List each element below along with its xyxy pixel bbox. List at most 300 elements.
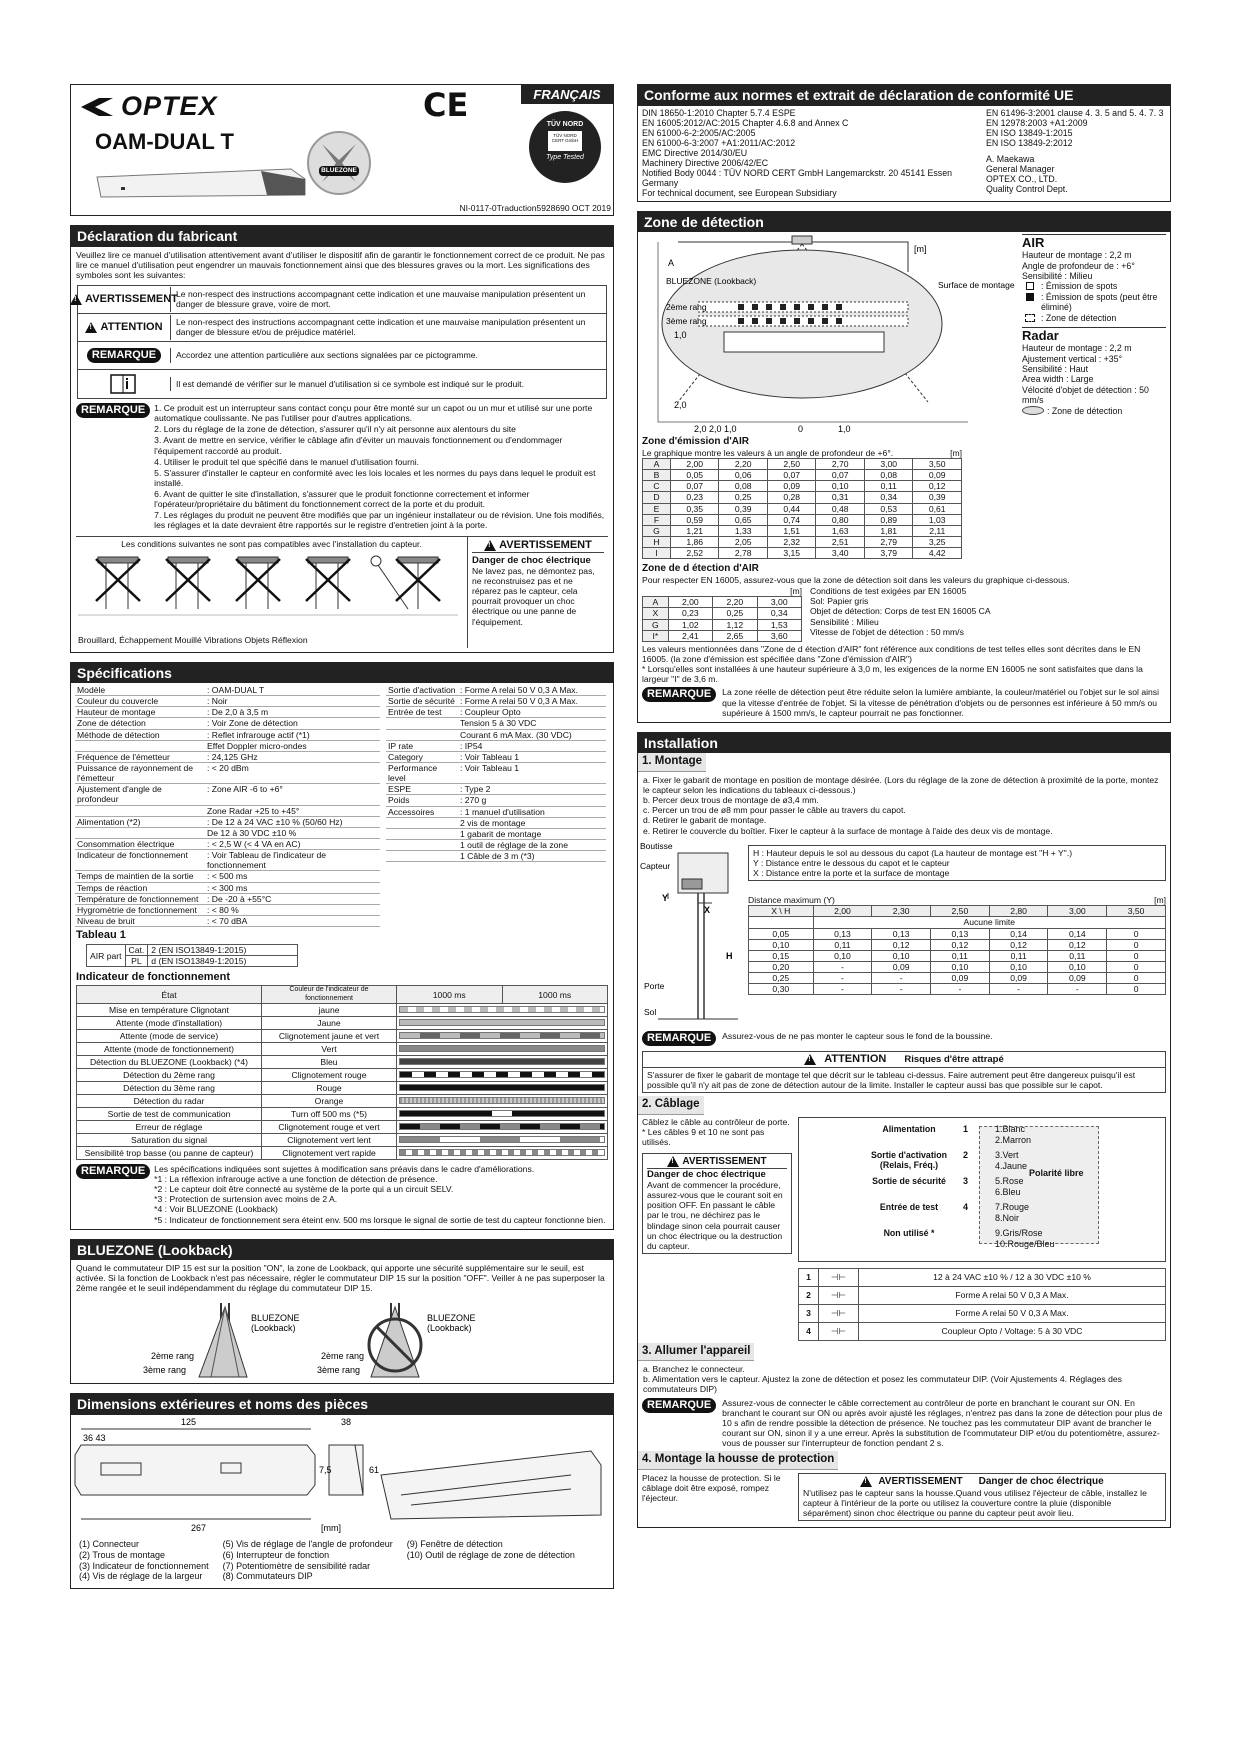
tuv-line2: TÜV NORD CERT GmbH	[548, 131, 582, 151]
housse-warn-title: AVERTISSEMENT	[878, 1475, 963, 1487]
emission-cell: 0,39	[913, 492, 962, 503]
indicator-state: Attente (mode de fonctionnement)	[77, 1042, 262, 1055]
symbol-warning-text: Le non-respect des instructions accompagnant cette indication et une mauvaise manipulation présentent un danger de blessure grave, voire de mort.	[170, 287, 606, 311]
indicator-color: Clignotement rouge et vert	[262, 1120, 397, 1133]
tableau1-cell: d (EN ISO13849-1:2015)	[148, 956, 298, 967]
spec-value: : De 12 à 24 VAC ±10 % (50/60 Hz)	[205, 816, 380, 827]
wire-function: Non utilisé *	[883, 1227, 935, 1238]
spec-row	[386, 740, 606, 751]
det-cell: 2,00	[668, 597, 712, 608]
hxy-line: Y : Distance entre le dessous du capot et le capteur	[753, 857, 950, 868]
dimensions-section	[70, 1393, 614, 1589]
distance-cell: 0,12	[931, 939, 990, 950]
spec-row	[75, 696, 380, 707]
bluezone-logo	[307, 131, 371, 195]
air-line: Hauteur de montage : 2,2 m	[1022, 250, 1132, 261]
emission-cell: 1,21	[670, 525, 719, 536]
indicator-color: Vert	[262, 1042, 397, 1055]
spec-row	[386, 729, 606, 740]
conformity-body	[638, 106, 1170, 201]
indicator-timing	[397, 1016, 608, 1029]
dim-61: 61	[369, 1464, 380, 1475]
hxy-box	[748, 845, 1166, 881]
radar-title: Radar	[1022, 327, 1166, 343]
distance-cell: 0,12	[989, 939, 1048, 950]
part-item: (8) Commutateurs DIP	[222, 1571, 313, 1582]
spec-label	[386, 828, 458, 839]
part-item: (9) Fenêtre de détection	[406, 1539, 503, 1550]
specifications-title: Spécifications	[71, 663, 613, 684]
distance-cell: 0	[1107, 984, 1166, 995]
radar-line: Vélocité d'objet de détection : 50 mm/s	[1022, 384, 1149, 406]
distance-cell	[749, 917, 814, 928]
part-item: (10) Outil de réglage de zone de détection	[406, 1549, 575, 1560]
spec-value: : Zone AIR -6 to +6°	[205, 784, 380, 805]
spec-value: : < 300 ms	[205, 882, 380, 893]
pin-row	[799, 1322, 1166, 1340]
spec-row	[386, 751, 606, 762]
emission-cell: 2,78	[719, 548, 768, 559]
emission-cell: 0,12	[913, 481, 962, 492]
cablage-left	[642, 1117, 792, 1341]
spec-label: Couleur du couvercle	[75, 696, 205, 707]
emission-cell: B	[643, 470, 671, 481]
distance-cell: 0,10	[1048, 962, 1107, 973]
indicator-row	[77, 1146, 608, 1159]
specifications-section	[70, 662, 614, 1230]
pin-row	[799, 1304, 1166, 1322]
emission-cell: 2,79	[864, 536, 913, 547]
spec-row	[75, 915, 380, 926]
conformity-line: EN 12978:2003 +A1:2009	[986, 117, 1088, 128]
distance-cell: 0,14	[1048, 928, 1107, 939]
distance-cell: 0	[1107, 962, 1166, 973]
bluezone-fig-label: BLUEZONE	[251, 1312, 300, 1323]
indicator-color: Clignotement rouge	[262, 1068, 397, 1081]
distance-cell: 0,12	[872, 939, 931, 950]
conformity-line: EN 61000-6-3:2007 +A1:2011/AC:2012	[642, 137, 796, 148]
radar-leg: : Zone de détection	[1047, 405, 1123, 416]
polarity-label: Polarité libre	[1029, 1167, 1084, 1178]
spec-label: ESPE	[386, 784, 458, 795]
spec-value: 2 vis de montage	[458, 817, 606, 828]
distance-cell: -	[872, 973, 931, 984]
indicator-state: Erreur de réglage	[77, 1120, 262, 1133]
parts-list	[71, 1537, 613, 1587]
emission-cell: 3,15	[767, 548, 816, 559]
spec-row	[75, 763, 380, 784]
emission-cell: 0,74	[767, 514, 816, 525]
spec-row	[386, 685, 606, 696]
spec-row	[75, 882, 380, 893]
bluezone-fig-label3: BLUEZONE	[427, 1312, 476, 1323]
det-cell: 2,41	[668, 630, 712, 641]
distance-row	[749, 984, 1166, 995]
emission-cell: G	[643, 525, 671, 536]
indicator-row	[77, 1068, 608, 1081]
spec-label: Indicateur de fonctionnement	[75, 850, 205, 871]
fig-sol: Sol	[644, 1006, 657, 1017]
part-item: (7) Potentiomètre de sensibilité radar	[222, 1560, 371, 1571]
spec-row	[75, 707, 380, 718]
spec-row	[75, 740, 380, 751]
left-column	[70, 84, 614, 1714]
spec-value: Effet Doppler micro-ondes	[205, 740, 380, 751]
det-cond: Sol: Papier gris	[810, 596, 869, 607]
spec-row	[386, 795, 606, 806]
wire-color: 1.Blanc	[995, 1123, 1026, 1134]
emission-cell: 0,48	[816, 503, 865, 514]
indicator-head: Couleur de l'indicateur de fonctionnement	[262, 986, 397, 1004]
document-reference: NI-0117-0Traduction5928690 OCT 2019	[459, 202, 611, 213]
emission-cell: 1,63	[816, 525, 865, 536]
spec-row	[75, 784, 380, 805]
distance-row	[749, 928, 1166, 939]
housse-block	[638, 1470, 1170, 1527]
symbol-remarque-text: Accordez une attention particulière aux sections signalées par ce pictogramme.	[170, 348, 606, 362]
spec-row	[386, 840, 606, 851]
det-cell: 1,02	[668, 619, 712, 630]
pin-symbol-icon: ⊣⊢	[819, 1268, 859, 1286]
emission-cell: 2,51	[816, 536, 865, 547]
montage-step: c. Percer un trou de ø8 mm pour passer le câble au travers du capot.	[643, 805, 906, 816]
warning-triangle-icon	[667, 1156, 679, 1167]
conformity-line: A. Maekawa	[986, 153, 1035, 164]
spec-row	[75, 685, 380, 696]
spec-value: : Voir Tableau de l'indicateur de fonctionnement	[205, 850, 380, 871]
emission-row	[643, 548, 962, 559]
spec-label: Consommation électrique	[75, 839, 205, 850]
spec-label	[75, 805, 205, 816]
spec-tables	[71, 683, 613, 929]
spec-row	[386, 806, 606, 817]
tableau1-cell: PL	[125, 956, 148, 967]
spec-table-right	[386, 685, 606, 862]
cablage-right	[798, 1117, 1166, 1341]
spec-note: *2 : Le capteur doit être connecté au système de la porte qui a un circuit SELV.	[154, 1184, 454, 1195]
spec-value: : Voir Tableau 1	[458, 763, 606, 784]
zone-fig-a: A	[668, 258, 675, 269]
spec-value: : < 500 ms	[205, 871, 380, 882]
dim-38: 38	[341, 1416, 352, 1427]
zone-fig-bz: BLUEZONE (Lookback)	[666, 276, 757, 287]
emission-cell: H	[643, 536, 671, 547]
indicator-head: 1000 ms	[502, 986, 608, 1004]
zone-fig-v20: 2,0	[674, 400, 687, 411]
wire-function: Sortie d'activation (Relais, Fréq.)	[871, 1149, 947, 1170]
attention-box	[642, 1051, 1166, 1093]
indicator-color: jaune	[262, 1003, 397, 1016]
wire-function: Entrée de test	[879, 1201, 939, 1212]
indicator-timing	[397, 1003, 608, 1016]
montage-step: b. Percer deux trous de montage de ø3,4 mm.	[643, 795, 819, 806]
spec-label: Hauteur de montage	[75, 707, 205, 718]
capot-remarque	[638, 1029, 1170, 1048]
emission-cell: 0,09	[913, 470, 962, 481]
distance-cell: 0	[1107, 950, 1166, 961]
spec-label	[75, 827, 205, 838]
emission-row	[643, 481, 962, 492]
emission-cell: 0,39	[719, 503, 768, 514]
spec-value: : 1 manuel d'utilisation	[458, 806, 606, 817]
det-cell: 3,60	[757, 630, 801, 641]
distance-cell: 0,14	[989, 928, 1048, 939]
zone-fig-x1: 1,0	[838, 424, 851, 435]
dimensions-title: Dimensions extérieures et noms des pièces	[71, 1394, 613, 1415]
radar-line: Ajustement vertical : +35°	[1022, 353, 1123, 364]
conformity-line: Machinery Directive 2006/42/EC	[642, 158, 769, 169]
emission-cell: 2,70	[816, 458, 865, 469]
indicator-state: Détection du 2ème rang	[77, 1068, 262, 1081]
distance-cell: -	[813, 984, 872, 995]
emission-row	[643, 492, 962, 503]
electric-warning-box	[468, 537, 608, 648]
attention-label: ATTENTION	[824, 1052, 887, 1065]
det-cond: Conditions de test exigées par EN 16005	[810, 586, 967, 597]
indicator-pattern-bar	[399, 1097, 605, 1104]
air-leg2: : Émission de spots (peut être éliminé)	[1041, 291, 1158, 313]
manual-book-icon	[110, 374, 136, 394]
distance-cell: 0,09	[872, 962, 931, 973]
tuv-line3: Type Tested	[546, 154, 584, 162]
indicator-timing	[397, 1120, 608, 1133]
emission-row	[643, 514, 962, 525]
det-cell: 0,23	[668, 608, 712, 619]
bluezone-fig-label2: (Lookback)	[251, 1322, 296, 1333]
wire-color: 7.Rouge	[995, 1201, 1030, 1212]
dim-mm: [mm]	[321, 1522, 341, 1533]
distance-row	[749, 917, 1166, 928]
warning-triangle-icon	[860, 1476, 872, 1487]
part-item: (2) Trous de montage	[79, 1549, 166, 1560]
wire-number: 4	[963, 1201, 969, 1212]
pin-symbol-icon: ⊣⊢	[819, 1304, 859, 1322]
conformity-line: DIN 18650-1:2010 Chapter 5.7.4 ESPE	[642, 107, 796, 118]
conditions-labels: Brouillard, Échappement Mouillé Vibrations Objets Réflexion	[78, 635, 308, 646]
indicator-pattern-bar	[399, 1084, 605, 1091]
emission-cell: 2,52	[670, 548, 719, 559]
zone-fig-surf: Surface de montage	[938, 280, 1015, 291]
distance-cell: 0,15	[749, 950, 814, 961]
distance-block	[748, 839, 1170, 1029]
symbol-remarque-label: REMARQUE	[87, 348, 161, 363]
dim-267: 267	[191, 1522, 207, 1533]
montage-step: a. Fixer le gabarit de montage en position de montage désirée. (Lors du réglage de la zone de détection à proximité de la porte, montez le capteur selon les indications du tableaux ci-dessous.)	[643, 774, 1159, 796]
pin-desc: Coupleur Opto / Voltage: 5 à 30 VDC	[859, 1322, 1166, 1340]
emission-cell: 0,07	[670, 481, 719, 492]
spec-note: *3 : Protection de surtension avec moins de 2 A.	[154, 1194, 338, 1205]
distance-cell: -	[1048, 984, 1107, 995]
spec-label: Hygrométrie de fonctionnement	[75, 904, 205, 915]
conformity-line: EMC Directive 2014/30/EU	[642, 147, 748, 158]
conformity-line: Quality Control Dept.	[986, 184, 1068, 195]
indicator-row	[77, 1133, 608, 1146]
bluezone-text: Quand le commutateur DIP 15 est sur la position "ON", la zone de Lookback, qui apporte une sécurité supplémentaire sur le seuil, est activée. Si la fonction de Lookback n'est pas nécessaire, régler le commutateur DIP 15 sur la position "OFF". Veiller à ne pas superposer la 2ème rangée et le seuil indépendamment du réglage du commutateur DIP 15.	[76, 1263, 605, 1294]
tableau1-cell: AIR part	[87, 945, 126, 967]
wire-number: 2	[963, 1149, 969, 1160]
cablage-warning	[642, 1153, 792, 1254]
indicator-timing	[397, 1029, 608, 1042]
symbol-manual-text: Il est demandé de vérifier sur le manuel d'utilisation si ce symbole est indiqué sur le produit.	[170, 377, 606, 391]
distance-head: 2,30	[872, 906, 931, 917]
indicator-row	[77, 1003, 608, 1016]
spec-label: Performance level	[386, 763, 458, 784]
language-label: FRANÇAIS	[521, 85, 613, 104]
filled-square-icon	[1026, 293, 1034, 301]
distance-cell: 0,10	[989, 962, 1048, 973]
incompatible-conditions-figure	[78, 549, 458, 633]
warning-triangle-icon	[484, 540, 496, 551]
spec-value: : Noir	[205, 696, 380, 707]
emission-cell: 3,40	[816, 548, 865, 559]
emission-unit: [m]	[950, 447, 962, 458]
part-item: (6) Interrupteur de fonction	[222, 1549, 330, 1560]
spec-note: *5 : Indicateur de fonctionnement sera éteint env. 500 ms lorsque le signal de sortie de test du capteur fonctionne bien.	[154, 1214, 606, 1225]
emission-cell: 0,06	[719, 470, 768, 481]
fig-boutisse: Boutisse	[640, 840, 673, 851]
det-row	[643, 608, 802, 619]
emission-title: Zone d'émission d'AIR	[642, 436, 749, 448]
wire-function: Alimentation	[882, 1123, 936, 1134]
indicator-pattern-bar	[399, 1019, 605, 1026]
spec-notes	[71, 1160, 613, 1229]
spec-row	[75, 893, 380, 904]
tuv-cert-badge	[529, 111, 601, 183]
dim-75: 7,5	[319, 1464, 332, 1475]
symbol-attention-text: Le non-respect des instructions accompagnant cette indication et une mauvaise manipulation présentent un danger de blessure et/ou de préjudice matériel.	[170, 315, 606, 339]
indicator-timing	[397, 1107, 608, 1120]
emission-cell: 0,08	[719, 481, 768, 492]
det-row	[643, 619, 802, 630]
emission-cell: 2,11	[913, 525, 962, 536]
spec-label: Modèle	[75, 685, 205, 696]
emission-cell: 2,00	[670, 458, 719, 469]
spec-label	[75, 740, 205, 751]
radar-line: Area width : Large	[1022, 374, 1094, 385]
indicator-color: Clignotement jaune et vert	[262, 1029, 397, 1042]
capot-remarque-badge: REMARQUE	[642, 1031, 716, 1046]
distance-cell: 0,20	[749, 962, 814, 973]
bluezone-fig-r3: 3ème rang	[143, 1364, 187, 1375]
emission-cell: 0,07	[816, 470, 865, 481]
emission-cell: 0,34	[864, 492, 913, 503]
allumer-steps	[638, 1361, 1170, 1397]
indicator-timing	[397, 1094, 608, 1107]
distance-corner: X \ H	[749, 906, 814, 917]
spec-label	[386, 729, 458, 740]
pin-symbol-icon: ⊣⊢	[819, 1322, 859, 1340]
fig-h: H	[726, 950, 733, 961]
spec-label: Zone de détection	[75, 718, 205, 729]
spec-label	[386, 840, 458, 851]
zone-top	[638, 232, 1170, 436]
emission-cell: F	[643, 514, 671, 525]
distance-cell: 0,10	[931, 962, 990, 973]
dimensions-figure	[71, 1415, 611, 1535]
distance-cell: 0,10	[749, 939, 814, 950]
spec-value: De 12 à 30 VDC ±10 %	[205, 827, 380, 838]
dim-125: 125	[181, 1416, 197, 1427]
spec-value: : Voir Tableau 1	[458, 751, 606, 762]
spec-value: : Type 2	[458, 784, 606, 795]
indicator-timing	[397, 1133, 608, 1146]
spec-label: Category	[386, 751, 458, 762]
emission-cell: 0,31	[816, 492, 865, 503]
capot-remarque-text: Assurez-vous de ne pas monter le capteur sous le fond de la boussine.	[722, 1030, 993, 1041]
spec-label: Niveau de bruit	[75, 915, 205, 926]
declaration-remarque-badge: REMARQUE	[76, 403, 150, 418]
installation-section	[637, 732, 1171, 1528]
indicator-state: Détection du radar	[77, 1094, 262, 1107]
pin-table	[798, 1268, 1166, 1341]
emission-cell: 1,33	[719, 525, 768, 536]
indicator-pattern-bar	[399, 1032, 605, 1039]
optex-mark-icon	[79, 96, 115, 118]
distance-aucune: Aucune limite	[813, 917, 1165, 928]
emission-cell: C	[643, 481, 671, 492]
wire-color: 5.Rose	[995, 1175, 1024, 1186]
symbol-warning-label: AVERTISSEMENT	[85, 292, 178, 305]
zone-remarque	[642, 684, 1166, 721]
wire-color: 9.Gris/Rose	[995, 1227, 1043, 1238]
spec-label: Alimentation (*2)	[75, 816, 205, 827]
spec-label: Poids	[386, 795, 458, 806]
indicator-state: Attente (mode de service)	[77, 1029, 262, 1042]
zone-fig-r2: 2ème rang	[666, 302, 707, 313]
det-cell: X	[643, 608, 669, 619]
spec-label: Temps de maintien de la sortie	[75, 871, 205, 882]
det-cell: G	[643, 619, 669, 630]
montage-figure-row	[638, 839, 1170, 1029]
emission-cell: 0,35	[670, 503, 719, 514]
indicator-state: Saturation du signal	[77, 1133, 262, 1146]
montage-step: d. Retirer le gabarit de montage.	[643, 815, 767, 826]
indicator-pattern-bar	[399, 1058, 605, 1065]
distance-cell: 0,09	[931, 973, 990, 984]
indicator-row	[77, 1094, 608, 1107]
emission-cell: 3,00	[864, 458, 913, 469]
note-item: 5. S'assurer d'installer le capteur en conformité avec les lois locales et les normes du pays dans lequel le produit est installé.	[154, 467, 596, 488]
indicator-state: Mise en température Clignotant	[77, 1003, 262, 1016]
emission-cell: 0,10	[816, 481, 865, 492]
bluezone-fig-r2: 2ème rang	[151, 1350, 195, 1361]
spec-value: : IP54	[458, 740, 606, 751]
allumer-step: b. Alimentation vers le capteur. Ajustez la zone de détection et posez les commutateur DIP. (Voir Ajustements 4. Réglages des commutateurs DIP)	[643, 1374, 1122, 1395]
det-note: * Lorsqu'elles sont installées à une hauteur supérieure à 3,0 m, les exigences de la norme EN 16005 ne sont satisfaites que dans la largeur "I" de 3,6 m.	[642, 664, 1143, 685]
spec-value: : Voir Zone de détection	[205, 718, 380, 729]
hxy-line: X : Distance entre la porte et la surface de montage	[753, 868, 950, 879]
electric-warning-text: Ne lavez pas, ne démontez pas, ne reconstruisez pas et ne réparez pas le capteur, cela pourrait provoquer un choc électrique ou une panne de l'équipement.	[472, 565, 595, 627]
conformity-line: EN 61496-3:2001 clause 4. 3. 5 and 5. 4. 7. 3	[986, 107, 1164, 118]
det-unit: [m]	[790, 586, 802, 597]
spec-row	[386, 718, 606, 729]
indicator-timing	[397, 1055, 608, 1068]
zone-fig-x: 2,0 2,0 1,0	[694, 424, 737, 435]
det-note: Les valeurs mentionnées dans "Zone de d étection d'AIR" font référence aux conditions de test telles elles sont décrites dans le EN 16005. (la zone d'émission est spécifiée dans "Zone d'émission d'AIR")	[642, 643, 1141, 664]
tableau1-title: Tableau 1	[76, 929, 126, 942]
spec-table-left	[75, 685, 380, 927]
indicator-timing	[397, 1146, 608, 1159]
indicator-pattern-bar	[399, 1123, 605, 1130]
indicator-title: Indicateur de fonctionnement	[76, 971, 231, 984]
spec-label: Température de fonctionnement	[75, 893, 205, 904]
tableau1-cell: Cat.	[125, 945, 148, 956]
symbols-table	[77, 285, 607, 399]
distance-cell: 0,11	[931, 950, 990, 961]
housse-title: 4. Montage la housse de protection	[638, 1451, 838, 1470]
spec-value: 1 outil de réglage de la zone	[458, 840, 606, 851]
distance-cell: 0,25	[749, 973, 814, 984]
